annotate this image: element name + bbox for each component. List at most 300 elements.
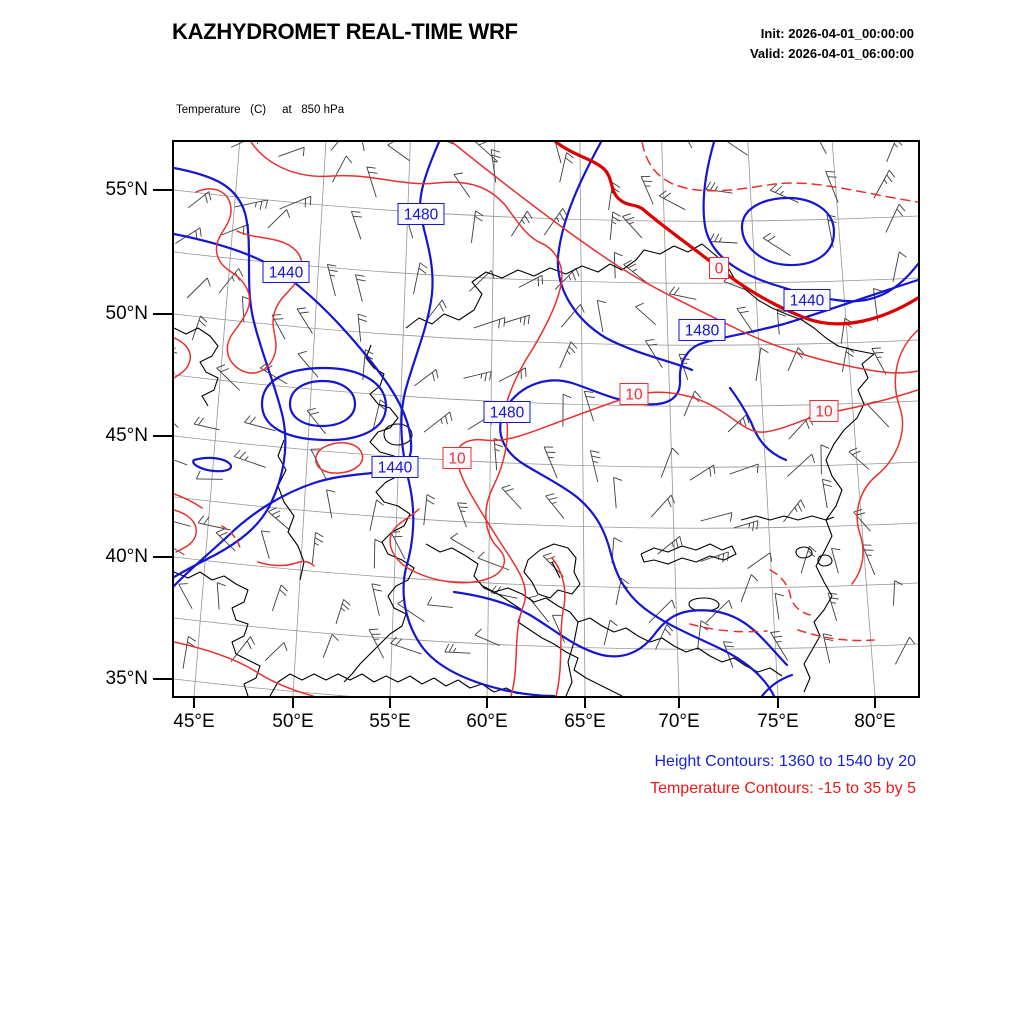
wind-barb-feather [668, 499, 672, 507]
wind-barb-feather [768, 236, 776, 241]
wind-barb-feather [327, 265, 336, 267]
wind-barb-feather [771, 631, 780, 632]
wind-barb-feather [427, 597, 432, 605]
wind-barb-feather [547, 557, 556, 560]
height-contour [262, 368, 386, 440]
lon-tick [292, 698, 294, 708]
wind-barb-feather [775, 593, 784, 596]
wind-barb-feather [419, 268, 426, 273]
lat-axis-label: 40°N [105, 546, 148, 567]
height-contour [174, 168, 285, 577]
wind-barb [327, 265, 335, 297]
wind-barb-feather [358, 314, 367, 317]
wind-barb-feather [459, 507, 468, 508]
wind-barb-feather [217, 583, 225, 586]
wind-barb [398, 604, 425, 622]
wind-barb [801, 546, 809, 573]
wind-barb-feather [201, 316, 208, 322]
wind-barb-feather [245, 457, 248, 461]
wind-barb-feather [450, 412, 452, 421]
wind-barb [174, 407, 178, 428]
wind-barb [604, 620, 610, 645]
wind-barb-feather [332, 634, 338, 640]
wind-barb [280, 196, 311, 209]
wind-barb [261, 531, 269, 559]
contour-label-text: 10 [448, 450, 466, 468]
wind-barb-feather [451, 533, 458, 538]
wind-barb [698, 621, 701, 650]
wind-barb [268, 210, 287, 229]
contour-label-text: 10 [625, 386, 643, 404]
height-contour [454, 592, 787, 665]
lon-tick [193, 698, 195, 708]
coastline-border [741, 516, 834, 520]
wind-barb-feather [669, 287, 674, 294]
temperature-contour [174, 494, 202, 508]
wind-barb [192, 316, 200, 340]
geography-outlines [174, 244, 874, 696]
wind-barb-feather [780, 191, 784, 194]
page-title: KAZHYDROMET REAL-TIME WRF [172, 19, 518, 44]
wind-barb [622, 216, 642, 238]
wind-barb-feather [622, 214, 631, 217]
coastline-border [566, 622, 578, 696]
wind-barb [187, 278, 207, 298]
wind-barb-feather [543, 553, 552, 556]
wind-barb-feather [244, 416, 250, 423]
wind-barb-feather [179, 584, 188, 585]
coastline-border [174, 328, 218, 406]
wind-barb-feather [327, 490, 336, 492]
wind-barb [733, 521, 758, 528]
latitude-line [174, 375, 918, 406]
wind-barb-feather [715, 234, 719, 242]
wind-barb-feather [549, 498, 558, 500]
wind-barb-feather [391, 637, 397, 644]
wind-barb-feather [525, 215, 530, 223]
wind-barb-feather [801, 500, 805, 508]
lon-axis-label: 80°E [854, 711, 896, 732]
wind-barb-feather [255, 202, 256, 207]
lon-axis-label: 70°E [658, 711, 700, 732]
contour-label-text: 10 [815, 403, 833, 421]
wind-barb-feather [247, 641, 251, 649]
wind-barb-feather [580, 304, 584, 312]
wind-barb-feather [763, 233, 771, 238]
height-contour [704, 142, 918, 301]
wind-barb [560, 342, 571, 368]
wind-barb [641, 176, 653, 204]
lon-tick [584, 698, 586, 708]
lon-axis-label: 75°E [757, 711, 799, 732]
wind-barb-feather [725, 646, 734, 647]
wind-barb [454, 175, 470, 198]
init-time: Init: 2026-04-01_00:00:00 [760, 26, 914, 41]
wind-barb-feather [795, 507, 797, 512]
contour-label-text: 1440 [789, 292, 825, 310]
lat-tick [153, 189, 174, 191]
wind-barb-feather [234, 450, 240, 457]
wind-barb-feather [526, 368, 527, 377]
wind-barb-feather [576, 268, 579, 276]
wind-barb-feather [272, 511, 280, 515]
wind-barb-feather [846, 352, 853, 357]
wind-barb-feather [420, 263, 427, 268]
latitude-line [174, 618, 918, 649]
temperature-contour [457, 390, 918, 696]
wind-barb-feather [373, 589, 382, 591]
wind-barb-feather [613, 212, 621, 217]
lon-axis-label: 50°E [272, 711, 314, 732]
lat-tick [153, 435, 174, 437]
wind-barb [388, 145, 410, 161]
wind-barb-feather [828, 593, 837, 594]
wind-barb-feather [719, 238, 721, 242]
wind-barb [659, 196, 685, 210]
wind-barb [427, 605, 452, 608]
wind-barb [560, 153, 567, 183]
wind-barb-feather [239, 268, 243, 276]
wind-barb-feather [454, 173, 463, 175]
wind-barb-feather [436, 370, 438, 379]
wind-barb-feather [275, 516, 280, 518]
lon-axis-label: 45°E [173, 711, 215, 732]
height-contour [193, 458, 231, 471]
lon-tick [389, 698, 391, 708]
wind-barb [590, 451, 597, 483]
wind-barb-feather [887, 175, 892, 182]
wind-barb-feather [196, 471, 200, 479]
wind-barb [494, 438, 497, 470]
latitude-line [174, 557, 918, 588]
wind-barb [867, 404, 889, 427]
coastline-border [174, 572, 260, 696]
wind-barb-feather [672, 448, 678, 454]
wind-barb [614, 252, 615, 278]
wind-barb [748, 553, 771, 569]
wind-barb [451, 538, 475, 552]
wind-barb [311, 449, 326, 478]
wind-barb-feather [584, 391, 593, 392]
wind-barb-feather [710, 182, 715, 190]
lat-tick [153, 678, 174, 680]
wind-barb [445, 652, 471, 653]
wind-barb-feather [445, 644, 449, 652]
wind-barb-feather [458, 503, 467, 504]
wind-barb-feather [300, 312, 309, 313]
longitude-line [832, 142, 875, 696]
wind-barb [661, 448, 672, 477]
wind-barb [730, 464, 759, 474]
wind-barb-feather [219, 532, 227, 535]
wind-barb-feather [528, 315, 529, 324]
wind-barb-feather [593, 461, 598, 462]
temperature-contour [798, 630, 874, 641]
wind-barb [656, 624, 667, 649]
wind-barb-feather [569, 276, 571, 281]
wind-barb-feather [614, 538, 622, 542]
wind-barb-feather [199, 320, 206, 326]
wind-barb-feather [823, 484, 832, 486]
lat-axis-label: 55°N [105, 179, 148, 200]
lon-axis-label: 60°E [466, 711, 508, 732]
wind-barb-feather [442, 300, 446, 308]
wind-barb-feather [368, 172, 377, 173]
lon-tick [678, 698, 680, 708]
wind-barb-feather [315, 538, 323, 543]
wind-barb-feather [632, 269, 637, 271]
wind-barb-feather [441, 419, 442, 424]
wind-barb-feather [614, 477, 622, 480]
lon-axis-label: 65°E [564, 711, 606, 732]
wind-barb-feather [240, 452, 246, 459]
wind-barb-feather [261, 531, 270, 532]
wind-barb-feather [307, 408, 316, 410]
wind-barb-feather [481, 374, 482, 379]
wind-barb [491, 593, 517, 599]
wind-barb [188, 192, 209, 208]
longitude-line [194, 142, 240, 696]
lat-axis-label: 45°N [105, 425, 148, 446]
wind-barb [391, 644, 422, 654]
wind-barb-feather [680, 536, 682, 545]
wind-barb-feather [874, 352, 883, 353]
wind-barb [895, 637, 909, 664]
run-timestamps [750, 24, 914, 64]
wind-barb-feather [341, 608, 345, 611]
wind-barb [636, 307, 656, 325]
wind-barb-feather [729, 600, 732, 609]
wind-barb [813, 142, 826, 154]
lon-tick [874, 698, 876, 708]
wind-barb [356, 275, 363, 302]
wind-barb-feather [520, 318, 521, 323]
wind-barb [307, 411, 326, 434]
wind-barb [183, 636, 188, 668]
wind-barb-feather [490, 372, 492, 381]
wind-barb-feather [427, 500, 435, 505]
wind-barb-feather [645, 340, 654, 341]
wind-barb [332, 156, 346, 182]
wind-barb-feather [310, 412, 319, 414]
wind-barb-feather [207, 278, 210, 286]
wind-barb [886, 204, 899, 232]
wind-barb [678, 142, 692, 148]
wind-barb-feather [232, 277, 234, 282]
wind-barb-feather [571, 342, 577, 349]
contour-info-footer [650, 748, 916, 802]
wind-barb-feather [315, 543, 319, 546]
wind-barb [561, 304, 580, 327]
wind-barb [724, 142, 747, 155]
temperature-contour [556, 142, 918, 324]
wind-barb-feather [674, 288, 679, 295]
latitude-line [174, 497, 918, 528]
wind-barb-feather [209, 192, 211, 201]
wind-barb-feather [174, 347, 176, 349]
wind-barb-feather [590, 451, 599, 453]
wind-barb-feather [626, 217, 635, 220]
wind-barb [265, 642, 284, 660]
wind-barb [849, 452, 869, 470]
lat-axis-label: 50°N [105, 303, 148, 324]
wind-barb-feather [524, 317, 525, 326]
wind-barb [279, 147, 305, 156]
wind-barb-feather [388, 142, 396, 145]
wind-barb-feather [672, 542, 673, 547]
wind-barb-feather [546, 494, 555, 496]
wind-barb-feather [329, 270, 338, 272]
wind-barb [887, 142, 898, 162]
height-contour-info: Height Contours: 1360 to 1540 by 20 [654, 753, 916, 770]
wind-barb [194, 424, 219, 430]
height-contour [290, 381, 355, 426]
wind-barb-feather [367, 167, 376, 168]
wind-barb-feather [910, 637, 916, 644]
wind-barb-feather [280, 589, 287, 595]
contour-label-text: 1440 [377, 459, 413, 477]
temperature-contour [174, 338, 190, 378]
wind-barb [597, 300, 603, 332]
wind-barb [614, 477, 617, 508]
wind-barb-feather [776, 641, 781, 642]
wind-barb-feather [798, 504, 802, 512]
wind-barb [358, 314, 361, 342]
wind-barb-feather [567, 351, 570, 355]
wind-barb [458, 503, 467, 527]
wind-barb [174, 518, 191, 527]
contour-label-text: 1480 [684, 322, 720, 340]
map-frame [172, 140, 920, 698]
wind-barb-feather [831, 603, 836, 604]
wind-barb-feather [872, 348, 881, 349]
wind-barb-feather [194, 417, 199, 424]
height-contour [742, 198, 834, 265]
wind-barb-feather [896, 142, 902, 145]
wind-barb-feather [751, 575, 757, 581]
wind-barb [775, 593, 779, 619]
wind-barb-feather [743, 418, 746, 427]
wind-barb-feather [563, 394, 571, 398]
wind-barb-feather [899, 204, 905, 211]
wind-barb-feather [372, 584, 381, 586]
temperature-contour-info: Temperature Contours: -15 to 35 by 5 [650, 780, 916, 797]
wind-barb-feather [826, 171, 835, 172]
wind-barb-feather [753, 522, 754, 531]
wind-barb-feather [396, 639, 402, 646]
wind-barb-feather [303, 147, 304, 156]
temperature-contour [258, 562, 314, 566]
contour-labels [263, 204, 838, 478]
wind-barb-feather [695, 391, 701, 398]
wind-barb-feather [344, 599, 351, 605]
wind-barb-feather [676, 539, 678, 548]
wind-barb [777, 309, 779, 335]
wind-barb [351, 211, 361, 239]
wind-barb-feather [316, 532, 324, 537]
wind-barb-feather [505, 489, 514, 492]
wind-barb [529, 598, 549, 623]
wind-barb [584, 391, 593, 421]
temperature-contour [770, 570, 810, 615]
wind-barb-feather [552, 502, 557, 503]
wind-barb-feather [454, 648, 456, 653]
wind-barb [701, 513, 732, 521]
wind-barb-feather [723, 642, 732, 643]
wind-barb [372, 584, 380, 616]
wind-barb [234, 457, 266, 468]
wind-barb [179, 584, 192, 609]
wind-barb-feather [737, 307, 746, 309]
wind-barb-feather [749, 523, 750, 528]
wind-barb-feather [432, 372, 434, 381]
wind-barb-feather [476, 211, 484, 216]
wind-barb-feather [873, 289, 882, 292]
wind-barb [822, 479, 827, 508]
wind-barb-feather [485, 373, 487, 382]
wind-barb-feather [659, 191, 666, 196]
wind-barb-feather [330, 275, 335, 276]
wind-barb [789, 417, 810, 439]
wind-barb-feather [706, 182, 711, 190]
wind-barb [787, 454, 812, 476]
wind-barb-feather [586, 396, 595, 397]
wind-barb-feather [529, 596, 538, 598]
lat-axis-label: 35°N [105, 668, 148, 689]
wind-barb [323, 634, 332, 657]
wind-barb-feather [346, 156, 352, 163]
wind-barb [821, 445, 822, 474]
wind-barb-feather [665, 629, 671, 636]
wind-barb [331, 142, 348, 151]
wind-barb-feather [359, 319, 368, 322]
wind-barb-feather [538, 277, 539, 286]
wind-barb-feather [723, 554, 724, 563]
wind-barb-feather [478, 552, 484, 558]
wind-barb-feather [884, 180, 887, 184]
lon-axis-label: 55°E [369, 711, 411, 732]
wind-barb [174, 456, 187, 465]
coastline-border [481, 585, 782, 676]
wind-barb-feather [174, 351, 177, 353]
wind-barb-feather [449, 644, 453, 652]
wind-barb-feather [281, 585, 288, 591]
wind-barb [491, 150, 496, 183]
wind-barb-feather [502, 485, 511, 488]
wind-barb-feather [216, 529, 224, 532]
wind-barb-feather [557, 218, 560, 222]
wind-barb-feather [614, 252, 622, 256]
wind-barb-feather [495, 449, 500, 451]
lat-tick [153, 556, 174, 558]
wind-barb-feather [351, 211, 360, 212]
wind-barb-feather [710, 468, 711, 477]
wind-barb-feather [569, 346, 575, 353]
lon-tick [777, 698, 779, 708]
map-canvas [174, 142, 918, 696]
wind-barb-feather [610, 620, 617, 626]
wind-barb [424, 412, 450, 432]
wind-barb [828, 593, 836, 621]
wind-barb [370, 500, 377, 531]
wind-barb [505, 315, 530, 323]
wind-barb-feather [353, 216, 362, 217]
wind-barb [842, 347, 846, 372]
lat-tick [153, 313, 174, 315]
wind-barb-feather [592, 456, 601, 458]
wind-barb-feather [198, 516, 203, 523]
wind-barb-feather [757, 464, 758, 473]
